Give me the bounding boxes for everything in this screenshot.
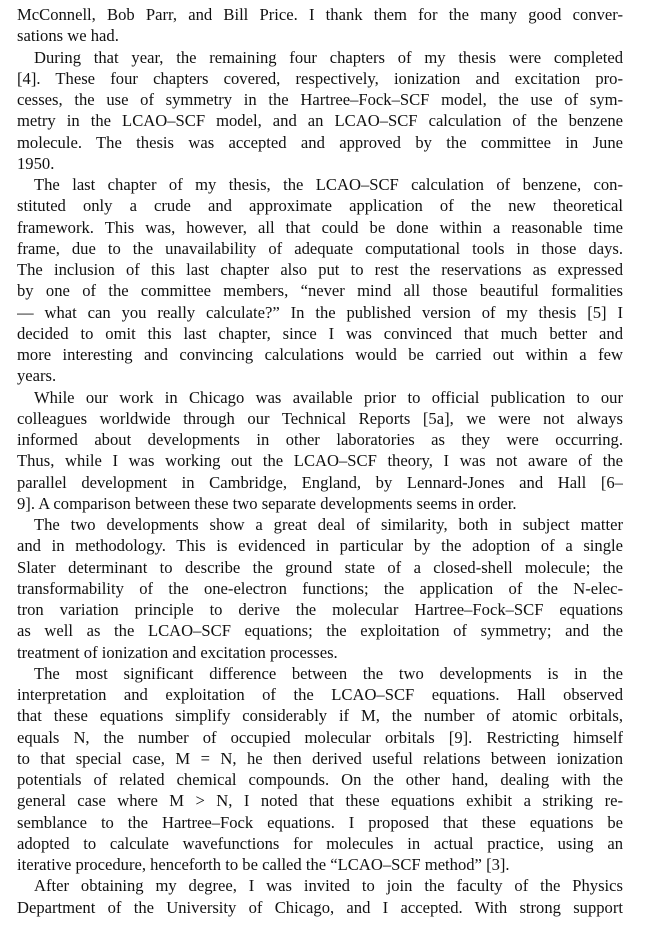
text-line: to that special case, M = N, he then derived useful relations between ionization: [17, 748, 623, 768]
text-line: treatment of ionization and excitation processes.: [17, 642, 338, 662]
text-line: 9]. A comparison between these two separate developments seems in order.: [17, 493, 517, 513]
text-line: as well as the LCAO–SCF equations; the exploitation of symmetry; and the: [17, 621, 623, 641]
text-line: The inclusion of this last chapter also put to rest the reservations as expressed: [17, 260, 623, 279]
text-line: interpretation and exploitation of the LCAO–SCF equations. Hall observed: [17, 685, 623, 704]
text-line: potentials of related chemical compounds. On the other hand, dealing with the: [17, 770, 623, 789]
paragraph: [17, 174, 623, 387]
text-line: framework. This was, however, all that could be done within a reasonable time: [17, 217, 623, 237]
paragraph: [17, 663, 623, 876]
text-line: parallel development in Cambridge, England, by Lennard-Jones and Hall [6–: [17, 472, 623, 492]
text-line: Slater determinant to describe the ground state of a closed-shell molecule; the: [17, 557, 623, 577]
text-line: that these equations simplify considerably if M, the number of atomic orbitals,: [17, 706, 623, 726]
text-line: McConnell, Bob Parr, and Bill Price. I thank them for the many good conver-: [17, 5, 623, 24]
text-line: The most significant difference between the two developments is in the: [34, 663, 623, 683]
text-line: After obtaining my degree, I was invited to join the faculty of the Physics: [34, 876, 623, 896]
paragraph: [17, 875, 623, 918]
text-line: iterative procedure, henceforth to be called the “LCAO–SCF method” [3].: [17, 855, 510, 874]
text-line: molecule. The thesis was accepted and approved by the committee in June: [17, 132, 623, 152]
text-line: Thus, while I was working out the LCAO–SCF theory, I was not aware of the: [17, 451, 623, 471]
text-line: informed about developments in other laboratories as they were occurring.: [17, 430, 623, 449]
text-line: The last chapter of my thesis, the LCAO–SCF calculation of benzene, con-: [34, 175, 623, 194]
text-line: years.: [17, 366, 57, 386]
text-line: decided to omit this last chapter, since I was convinced that much better and: [17, 323, 623, 343]
text-line: tron variation principle to derive the molecular Hartree–Fock–SCF equations: [17, 600, 623, 619]
text-line: and in methodology. This is evidenced in particular by the adoption of a single: [17, 536, 623, 556]
text-line: While our work in Chicago was available prior to official publication to our: [34, 387, 623, 407]
text-line: Department of the University of Chicago, and I accepted. With strong support: [17, 897, 623, 917]
text-line: The two developments show a great deal of similarity, both in subject matter: [34, 515, 623, 534]
paragraph: [17, 4, 623, 47]
text-line: cesses, the use of symmetry in the Hartree–Fock–SCF model, the use of sym-: [17, 90, 623, 109]
text-line: equals N, the number of occupied molecular orbitals [9]. Restricting himself: [17, 727, 623, 747]
text-line: 1950.: [17, 153, 55, 173]
text-line: adopted to calculate wavefunctions for molecules in actual practice, using an: [17, 833, 623, 853]
text-line: [4]. These four chapters covered, respectively, ionization and excitation pro-: [17, 68, 623, 88]
paragraph: [17, 47, 623, 175]
text-line: — what can you really calculate?” In the published version of my thesis [5] I: [17, 302, 623, 322]
text-line: frame, due to the unavailability of adequate computational tools in those days.: [17, 238, 623, 258]
text-line: semblance to the Hartree–Fock equations. I proposed that these equations be: [17, 812, 623, 832]
text-line: general case where M > N, I noted that these equations exhibit a striking re-: [17, 791, 623, 811]
paragraph: [17, 387, 623, 515]
text-line: During that year, the remaining four chapters of my thesis were completed: [34, 47, 623, 67]
text-line: sations we had.: [17, 26, 119, 46]
text-line: more interesting and convincing calculations would be carried out within a few: [17, 345, 623, 364]
text-line: stituted only a crude and approximate application of the new theoretical: [17, 196, 623, 216]
text-line: transformability of the one-electron functions; the application of the N-elec-: [17, 578, 623, 598]
text-line: metry in the LCAO–SCF model, and an LCAO–SCF calculation of the benzene: [17, 111, 623, 131]
document-page: [17, 4, 623, 918]
paragraph: [17, 514, 623, 663]
text-line: colleagues worldwide through our Technical Reports [5a], we were not always: [17, 408, 623, 428]
text-line: by one of the committee members, “never mind all those beautiful formalities: [17, 281, 623, 301]
